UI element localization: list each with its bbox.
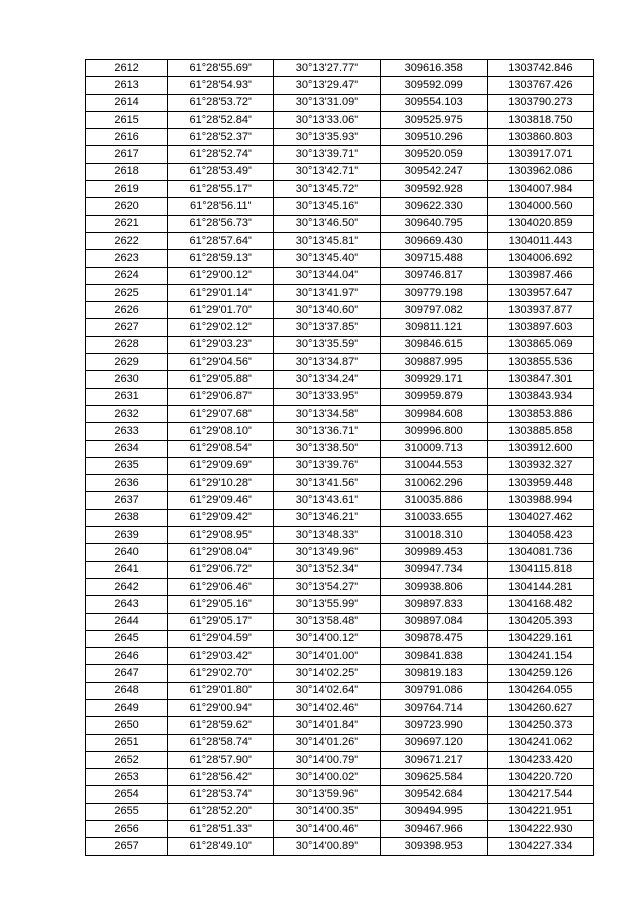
table-row xyxy=(86,371,594,388)
table-row xyxy=(86,302,594,319)
table-row xyxy=(86,129,594,146)
longitude-cell: 30°13'45.16" xyxy=(274,198,380,215)
longitude-cell: 30°14'00.02" xyxy=(274,769,380,786)
point-number-cell: 2651 xyxy=(86,734,168,751)
y-coordinate-cell: 1304000.560 xyxy=(487,198,593,215)
longitude-cell: 30°14'02.25" xyxy=(274,665,380,682)
y-coordinate-cell: 1304081.736 xyxy=(487,544,593,561)
table-row xyxy=(86,319,594,336)
x-coordinate-cell: 310035.886 xyxy=(380,492,487,509)
latitude-cell: 61°29'01.70" xyxy=(168,302,274,319)
y-coordinate-cell: 1304020.859 xyxy=(487,215,593,232)
x-coordinate-cell: 309989.453 xyxy=(380,544,487,561)
y-coordinate-cell: 1304264.055 xyxy=(487,682,593,699)
latitude-cell: 61°28'49.10" xyxy=(168,838,274,855)
y-coordinate-cell: 1303897.603 xyxy=(487,319,593,336)
y-coordinate-cell: 1303847.301 xyxy=(487,371,593,388)
y-coordinate-cell: 1303959.448 xyxy=(487,475,593,492)
x-coordinate-cell: 309887.995 xyxy=(380,354,487,371)
x-coordinate-cell: 310062.296 xyxy=(380,475,487,492)
x-coordinate-cell: 309467.966 xyxy=(380,821,487,838)
latitude-cell: 61°29'01.14" xyxy=(168,284,274,301)
y-coordinate-cell: 1304115.818 xyxy=(487,561,593,578)
y-coordinate-cell: 1303957.647 xyxy=(487,284,593,301)
x-coordinate-cell: 309841.838 xyxy=(380,648,487,665)
y-coordinate-cell: 1303742.846 xyxy=(487,60,593,77)
longitude-cell: 30°14'00.12" xyxy=(274,630,380,647)
point-number-cell: 2614 xyxy=(86,94,168,111)
longitude-cell: 30°13'38.50" xyxy=(274,440,380,457)
latitude-cell: 61°28'53.74" xyxy=(168,786,274,803)
x-coordinate-cell: 309625.584 xyxy=(380,769,487,786)
table-row xyxy=(86,838,594,855)
latitude-cell: 61°29'00.12" xyxy=(168,267,274,284)
point-number-cell: 2643 xyxy=(86,596,168,613)
x-coordinate-cell: 310033.655 xyxy=(380,509,487,526)
table-row xyxy=(86,94,594,111)
y-coordinate-cell: 1303860.803 xyxy=(487,129,593,146)
x-coordinate-cell: 309959.879 xyxy=(380,388,487,405)
table-row xyxy=(86,440,594,457)
longitude-cell: 30°13'45.81" xyxy=(274,232,380,249)
latitude-cell: 61°29'08.95" xyxy=(168,527,274,544)
point-number-cell: 2645 xyxy=(86,630,168,647)
x-coordinate-cell: 309996.800 xyxy=(380,423,487,440)
longitude-cell: 30°14'01.00" xyxy=(274,648,380,665)
y-coordinate-cell: 1304006.692 xyxy=(487,250,593,267)
latitude-cell: 61°29'08.10" xyxy=(168,423,274,440)
latitude-cell: 61°29'00.94" xyxy=(168,699,274,716)
x-coordinate-cell: 310044.553 xyxy=(380,457,487,474)
table-row xyxy=(86,751,594,768)
point-number-cell: 2628 xyxy=(86,336,168,353)
x-coordinate-cell: 309671.217 xyxy=(380,751,487,768)
table-row xyxy=(86,769,594,786)
latitude-cell: 61°28'58.74" xyxy=(168,734,274,751)
table-row xyxy=(86,613,594,630)
point-number-cell: 2650 xyxy=(86,717,168,734)
table-row xyxy=(86,544,594,561)
table-row xyxy=(86,111,594,128)
table-row xyxy=(86,786,594,803)
x-coordinate-cell: 309746.817 xyxy=(380,267,487,284)
point-number-cell: 2626 xyxy=(86,302,168,319)
point-number-cell: 2644 xyxy=(86,613,168,630)
point-number-cell: 2613 xyxy=(86,77,168,94)
latitude-cell: 61°28'56.73" xyxy=(168,215,274,232)
point-number-cell: 2653 xyxy=(86,769,168,786)
longitude-cell: 30°13'45.40" xyxy=(274,250,380,267)
y-coordinate-cell: 1303962.086 xyxy=(487,163,593,180)
point-number-cell: 2616 xyxy=(86,129,168,146)
table-row xyxy=(86,181,594,198)
y-coordinate-cell: 1303790.273 xyxy=(487,94,593,111)
longitude-cell: 30°13'41.56" xyxy=(274,475,380,492)
table-row xyxy=(86,267,594,284)
table-row xyxy=(86,336,594,353)
y-coordinate-cell: 1303818.750 xyxy=(487,111,593,128)
y-coordinate-cell: 1303865.069 xyxy=(487,336,593,353)
x-coordinate-cell: 309592.099 xyxy=(380,77,487,94)
point-number-cell: 2657 xyxy=(86,838,168,855)
table-row xyxy=(86,734,594,751)
table-row xyxy=(86,509,594,526)
point-number-cell: 2652 xyxy=(86,751,168,768)
latitude-cell: 61°29'03.23" xyxy=(168,336,274,353)
point-number-cell: 2647 xyxy=(86,665,168,682)
table-row xyxy=(86,630,594,647)
table-row xyxy=(86,388,594,405)
x-coordinate-cell: 309494.995 xyxy=(380,803,487,820)
y-coordinate-cell: 1304217.544 xyxy=(487,786,593,803)
table-row xyxy=(86,423,594,440)
latitude-cell: 61°29'09.69" xyxy=(168,457,274,474)
point-number-cell: 2620 xyxy=(86,198,168,215)
x-coordinate-cell: 309947.734 xyxy=(380,561,487,578)
y-coordinate-cell: 1303987.466 xyxy=(487,267,593,284)
x-coordinate-cell: 309878.475 xyxy=(380,630,487,647)
longitude-cell: 30°13'35.59" xyxy=(274,336,380,353)
y-coordinate-cell: 1303885.858 xyxy=(487,423,593,440)
y-coordinate-cell: 1304250.373 xyxy=(487,717,593,734)
y-coordinate-cell: 1304229.161 xyxy=(487,630,593,647)
latitude-cell: 61°28'52.37" xyxy=(168,129,274,146)
latitude-cell: 61°29'07.68" xyxy=(168,405,274,422)
longitude-cell: 30°13'39.71" xyxy=(274,146,380,163)
latitude-cell: 61°28'57.90" xyxy=(168,751,274,768)
longitude-cell: 30°13'33.06" xyxy=(274,111,380,128)
longitude-cell: 30°13'35.93" xyxy=(274,129,380,146)
y-coordinate-cell: 1304241.062 xyxy=(487,734,593,751)
table-row xyxy=(86,250,594,267)
longitude-cell: 30°13'45.72" xyxy=(274,181,380,198)
latitude-cell: 61°29'08.54" xyxy=(168,440,274,457)
x-coordinate-cell: 309897.084 xyxy=(380,613,487,630)
latitude-cell: 61°29'02.70" xyxy=(168,665,274,682)
y-coordinate-cell: 1303853.886 xyxy=(487,405,593,422)
latitude-cell: 61°29'06.72" xyxy=(168,561,274,578)
table-row xyxy=(86,457,594,474)
longitude-cell: 30°13'27.77" xyxy=(274,60,380,77)
longitude-cell: 30°13'33.95" xyxy=(274,388,380,405)
point-number-cell: 2629 xyxy=(86,354,168,371)
y-coordinate-cell: 1304241.154 xyxy=(487,648,593,665)
point-number-cell: 2636 xyxy=(86,475,168,492)
point-number-cell: 2656 xyxy=(86,821,168,838)
table-row xyxy=(86,492,594,509)
point-number-cell: 2631 xyxy=(86,388,168,405)
x-coordinate-cell: 309592.928 xyxy=(380,181,487,198)
longitude-cell: 30°13'40.60" xyxy=(274,302,380,319)
point-number-cell: 2633 xyxy=(86,423,168,440)
table-row xyxy=(86,561,594,578)
x-coordinate-cell: 310018.310 xyxy=(380,527,487,544)
y-coordinate-cell: 1304222.930 xyxy=(487,821,593,838)
longitude-cell: 30°13'46.21" xyxy=(274,509,380,526)
latitude-cell: 61°28'52.84" xyxy=(168,111,274,128)
longitude-cell: 30°13'44.04" xyxy=(274,267,380,284)
y-coordinate-cell: 1304220.720 xyxy=(487,769,593,786)
table-row xyxy=(86,821,594,838)
point-number-cell: 2640 xyxy=(86,544,168,561)
longitude-cell: 30°14'02.64" xyxy=(274,682,380,699)
latitude-cell: 61°28'56.11" xyxy=(168,198,274,215)
x-coordinate-cell: 309929.171 xyxy=(380,371,487,388)
point-number-cell: 2639 xyxy=(86,527,168,544)
point-number-cell: 2621 xyxy=(86,215,168,232)
point-number-cell: 2618 xyxy=(86,163,168,180)
table-row xyxy=(86,232,594,249)
point-number-cell: 2642 xyxy=(86,578,168,595)
table-row xyxy=(86,146,594,163)
latitude-cell: 61°29'04.56" xyxy=(168,354,274,371)
latitude-cell: 61°28'59.13" xyxy=(168,250,274,267)
latitude-cell: 61°28'54.93" xyxy=(168,77,274,94)
y-coordinate-cell: 1304168.482 xyxy=(487,596,593,613)
y-coordinate-cell: 1304058.423 xyxy=(487,527,593,544)
y-coordinate-cell: 1303937.877 xyxy=(487,302,593,319)
x-coordinate-cell: 309525.975 xyxy=(380,111,487,128)
table-row xyxy=(86,682,594,699)
longitude-cell: 30°13'36.71" xyxy=(274,423,380,440)
longitude-cell: 30°14'00.46" xyxy=(274,821,380,838)
x-coordinate-cell: 309779.198 xyxy=(380,284,487,301)
y-coordinate-cell: 1304221.951 xyxy=(487,803,593,820)
point-number-cell: 2622 xyxy=(86,232,168,249)
y-coordinate-cell: 1303912.600 xyxy=(487,440,593,457)
table-row xyxy=(86,60,594,77)
y-coordinate-cell: 1304011.443 xyxy=(487,232,593,249)
point-number-cell: 2634 xyxy=(86,440,168,457)
y-coordinate-cell: 1303932.327 xyxy=(487,457,593,474)
x-coordinate-cell: 309616.358 xyxy=(380,60,487,77)
latitude-cell: 61°28'51.33" xyxy=(168,821,274,838)
point-number-cell: 2654 xyxy=(86,786,168,803)
point-number-cell: 2630 xyxy=(86,371,168,388)
point-number-cell: 2625 xyxy=(86,284,168,301)
point-number-cell: 2649 xyxy=(86,699,168,716)
latitude-cell: 61°29'09.42" xyxy=(168,509,274,526)
longitude-cell: 30°14'02.46" xyxy=(274,699,380,716)
longitude-cell: 30°13'54.27" xyxy=(274,578,380,595)
longitude-cell: 30°13'48.33" xyxy=(274,527,380,544)
table-row xyxy=(86,405,594,422)
table-row xyxy=(86,284,594,301)
x-coordinate-cell: 309697.120 xyxy=(380,734,487,751)
longitude-cell: 30°13'49.96" xyxy=(274,544,380,561)
longitude-cell: 30°14'00.35" xyxy=(274,803,380,820)
x-coordinate-cell: 309791.086 xyxy=(380,682,487,699)
x-coordinate-cell: 309819.183 xyxy=(380,665,487,682)
y-coordinate-cell: 1303917.071 xyxy=(487,146,593,163)
point-number-cell: 2615 xyxy=(86,111,168,128)
longitude-cell: 30°13'58.48" xyxy=(274,613,380,630)
longitude-cell: 30°14'00.79" xyxy=(274,751,380,768)
y-coordinate-cell: 1304233.420 xyxy=(487,751,593,768)
x-coordinate-cell: 309542.684 xyxy=(380,786,487,803)
y-coordinate-cell: 1304205.393 xyxy=(487,613,593,630)
y-coordinate-cell: 1303855.536 xyxy=(487,354,593,371)
latitude-cell: 61°29'01.80" xyxy=(168,682,274,699)
x-coordinate-cell: 309764.714 xyxy=(380,699,487,716)
x-coordinate-cell: 309723.990 xyxy=(380,717,487,734)
latitude-cell: 61°28'52.74" xyxy=(168,146,274,163)
y-coordinate-cell: 1304007.984 xyxy=(487,181,593,198)
x-coordinate-cell: 309846.615 xyxy=(380,336,487,353)
point-number-cell: 2624 xyxy=(86,267,168,284)
table-row xyxy=(86,699,594,716)
longitude-cell: 30°13'34.58" xyxy=(274,405,380,422)
longitude-cell: 30°13'39.76" xyxy=(274,457,380,474)
y-coordinate-cell: 1303988.994 xyxy=(487,492,593,509)
longitude-cell: 30°13'59.96" xyxy=(274,786,380,803)
table-row xyxy=(86,527,594,544)
x-coordinate-cell: 309811.121 xyxy=(380,319,487,336)
latitude-cell: 61°29'02.12" xyxy=(168,319,274,336)
x-coordinate-cell: 309520.059 xyxy=(380,146,487,163)
point-number-cell: 2623 xyxy=(86,250,168,267)
latitude-cell: 61°28'55.69" xyxy=(168,60,274,77)
longitude-cell: 30°14'01.26" xyxy=(274,734,380,751)
y-coordinate-cell: 1304259.126 xyxy=(487,665,593,682)
y-coordinate-cell: 1304027.462 xyxy=(487,509,593,526)
point-number-cell: 2655 xyxy=(86,803,168,820)
latitude-cell: 61°29'05.17" xyxy=(168,613,274,630)
latitude-cell: 61°29'09.46" xyxy=(168,492,274,509)
longitude-cell: 30°13'46.50" xyxy=(274,215,380,232)
longitude-cell: 30°13'34.87" xyxy=(274,354,380,371)
point-number-cell: 2619 xyxy=(86,181,168,198)
x-coordinate-cell: 309715.488 xyxy=(380,250,487,267)
latitude-cell: 61°29'05.88" xyxy=(168,371,274,388)
y-coordinate-cell: 1304144.281 xyxy=(487,578,593,595)
point-number-cell: 2617 xyxy=(86,146,168,163)
y-coordinate-cell: 1303843.934 xyxy=(487,388,593,405)
table-row xyxy=(86,198,594,215)
longitude-cell: 30°13'43.61" xyxy=(274,492,380,509)
table-row xyxy=(86,163,594,180)
latitude-cell: 61°28'52.20" xyxy=(168,803,274,820)
longitude-cell: 30°13'31.09" xyxy=(274,94,380,111)
longitude-cell: 30°13'52.34" xyxy=(274,561,380,578)
table-row xyxy=(86,77,594,94)
latitude-cell: 61°29'05.16" xyxy=(168,596,274,613)
latitude-cell: 61°28'57.64" xyxy=(168,232,274,249)
table-row xyxy=(86,596,594,613)
longitude-cell: 30°14'00.89" xyxy=(274,838,380,855)
x-coordinate-cell: 309797.082 xyxy=(380,302,487,319)
longitude-cell: 30°13'34.24" xyxy=(274,371,380,388)
latitude-cell: 61°28'55.17" xyxy=(168,181,274,198)
x-coordinate-cell: 309542.247 xyxy=(380,163,487,180)
longitude-cell: 30°14'01.84" xyxy=(274,717,380,734)
table-row xyxy=(86,578,594,595)
point-number-cell: 2637 xyxy=(86,492,168,509)
x-coordinate-cell: 309510.296 xyxy=(380,129,487,146)
x-coordinate-cell: 309669.430 xyxy=(380,232,487,249)
point-number-cell: 2648 xyxy=(86,682,168,699)
x-coordinate-cell: 309984.608 xyxy=(380,405,487,422)
x-coordinate-cell: 309938.806 xyxy=(380,578,487,595)
latitude-cell: 61°28'59.62" xyxy=(168,717,274,734)
longitude-cell: 30°13'37.85" xyxy=(274,319,380,336)
coordinates-table-body xyxy=(86,60,594,856)
latitude-cell: 61°29'03.42" xyxy=(168,648,274,665)
point-number-cell: 2646 xyxy=(86,648,168,665)
latitude-cell: 61°29'10.28" xyxy=(168,475,274,492)
longitude-cell: 30°13'29.47" xyxy=(274,77,380,94)
latitude-cell: 61°28'53.49" xyxy=(168,163,274,180)
x-coordinate-cell: 309622.330 xyxy=(380,198,487,215)
point-number-cell: 2641 xyxy=(86,561,168,578)
x-coordinate-cell: 309398.953 xyxy=(380,838,487,855)
latitude-cell: 61°29'08.04" xyxy=(168,544,274,561)
table-row xyxy=(86,665,594,682)
x-coordinate-cell: 309640.795 xyxy=(380,215,487,232)
latitude-cell: 61°29'04.59" xyxy=(168,630,274,647)
table-row xyxy=(86,803,594,820)
y-coordinate-cell: 1303767.426 xyxy=(487,77,593,94)
coordinates-table xyxy=(85,59,594,856)
y-coordinate-cell: 1304227.334 xyxy=(487,838,593,855)
point-number-cell: 2638 xyxy=(86,509,168,526)
table-row xyxy=(86,354,594,371)
latitude-cell: 61°29'06.87" xyxy=(168,388,274,405)
latitude-cell: 61°28'56.42" xyxy=(168,769,274,786)
point-number-cell: 2627 xyxy=(86,319,168,336)
longitude-cell: 30°13'55.99" xyxy=(274,596,380,613)
latitude-cell: 61°29'06.46" xyxy=(168,578,274,595)
longitude-cell: 30°13'41.97" xyxy=(274,284,380,301)
point-number-cell: 2612 xyxy=(86,60,168,77)
x-coordinate-cell: 309554.103 xyxy=(380,94,487,111)
x-coordinate-cell: 309897.833 xyxy=(380,596,487,613)
table-row xyxy=(86,215,594,232)
point-number-cell: 2635 xyxy=(86,457,168,474)
table-row xyxy=(86,717,594,734)
table-row xyxy=(86,475,594,492)
longitude-cell: 30°13'42.71" xyxy=(274,163,380,180)
table-row xyxy=(86,648,594,665)
latitude-cell: 61°28'53.72" xyxy=(168,94,274,111)
x-coordinate-cell: 310009.713 xyxy=(380,440,487,457)
point-number-cell: 2632 xyxy=(86,405,168,422)
y-coordinate-cell: 1304260.627 xyxy=(487,699,593,716)
